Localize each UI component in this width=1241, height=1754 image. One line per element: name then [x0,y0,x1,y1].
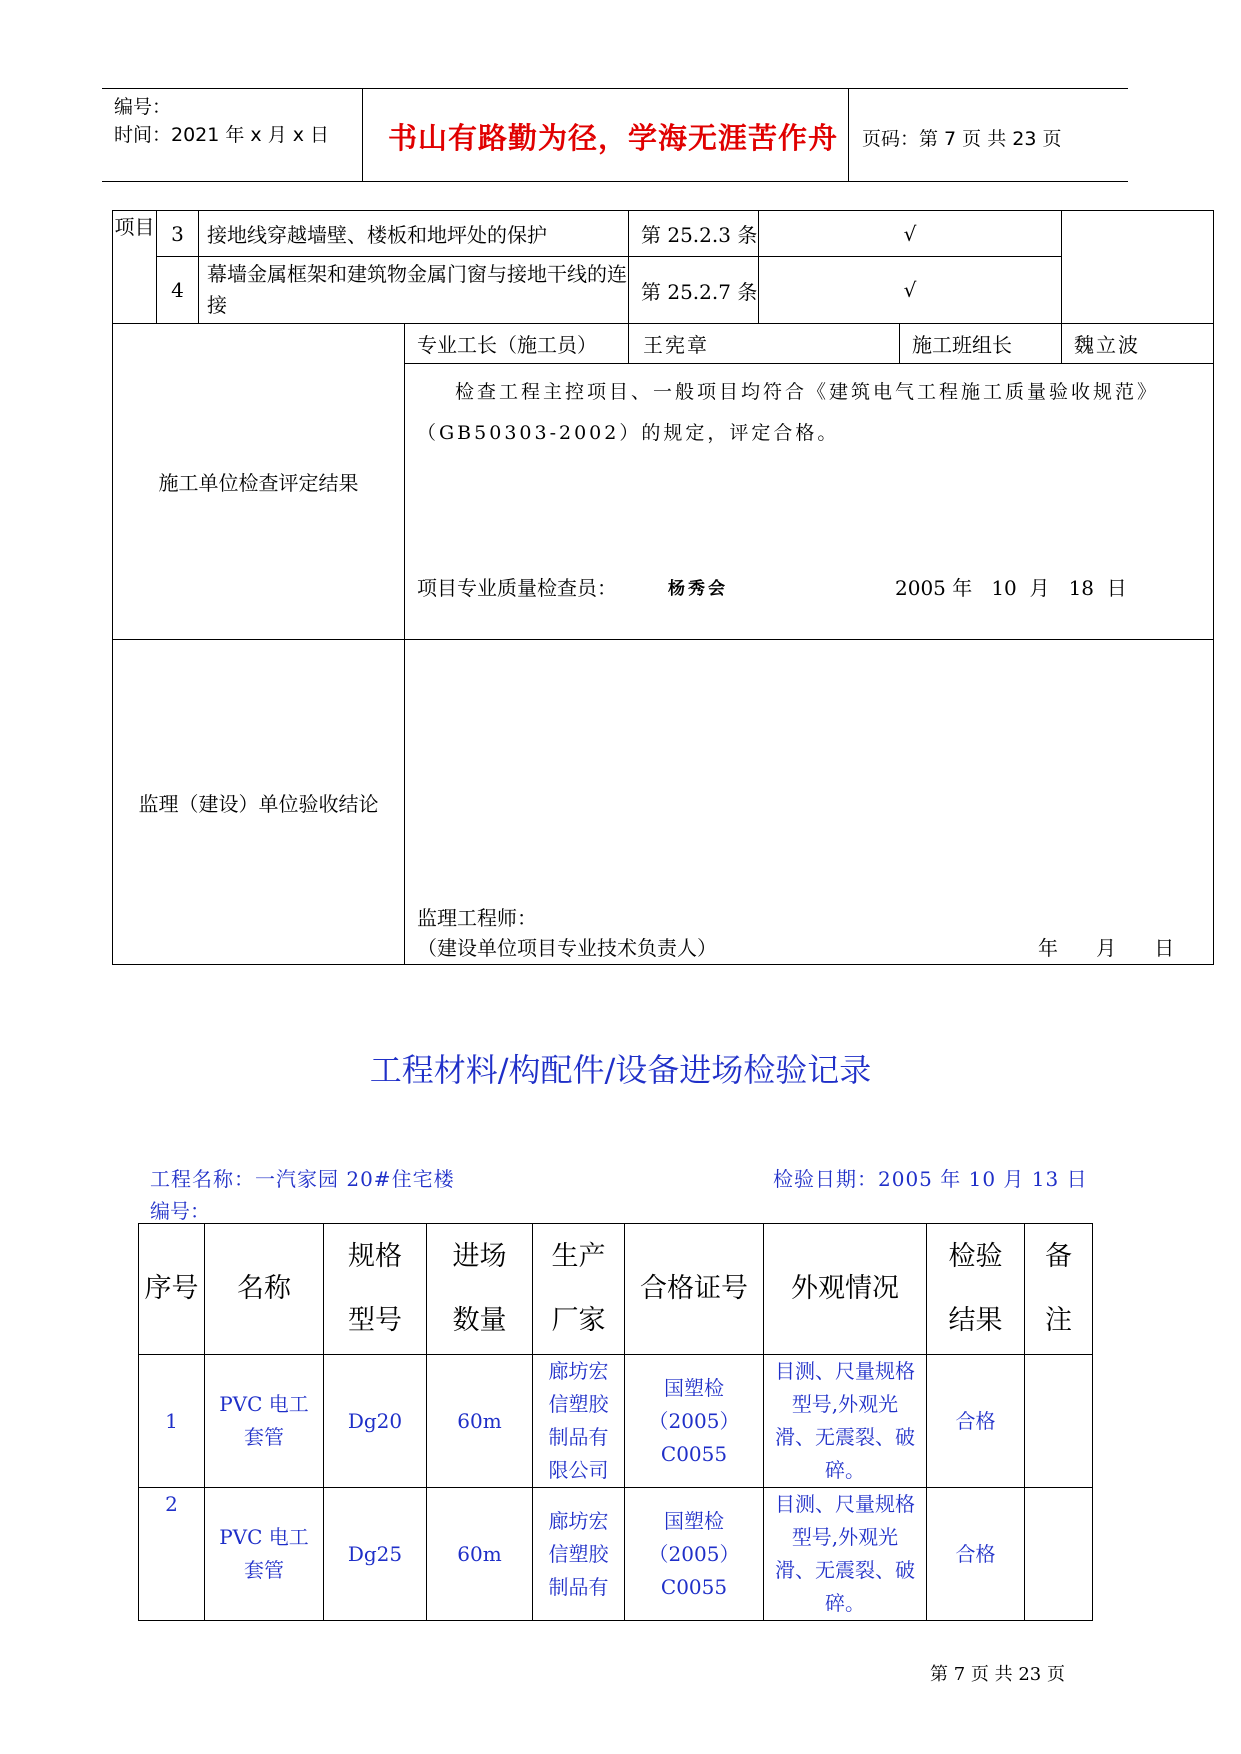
row-check: √ [759,257,1062,324]
cell-quantity: 60m [427,1488,533,1621]
supervision-row [113,640,1214,965]
header-top-rule [102,88,1128,89]
header-quantity: 进场数量 [427,1224,533,1355]
cell-appearance: 目测、尺量规格型号,外观光滑、无震裂、破碎。 [764,1488,927,1621]
foreman-name: 王宪章 [629,324,900,364]
header-number-label: 编号： [114,96,172,118]
cell-remark [1025,1488,1093,1621]
header-motto: 书山有路勤为径，学海无涯苦作舟 [388,121,839,155]
cell-certificate: 国塑检（2005）C0055 [625,1355,764,1488]
cell-spec: Dg25 [324,1488,427,1621]
inspector-label: 项目专业质量检查员： [417,576,617,600]
materials-table [138,1223,1093,1621]
header-certificate: 合格证号 [625,1224,764,1355]
foreman-label: 专业工长（施工员） [405,324,629,364]
row-number: 4 [157,257,199,324]
row-number: 3 [157,211,199,257]
row-clause: 第 25.2.3 条 [629,211,759,257]
team-leader-name: 魏立波 [1062,324,1214,364]
footer-page-number: 第 7 页 共 23 页 [930,1664,1065,1685]
construction-comment: 检查工程主控项目、一般项目均符合《建筑电气工程施工质量验收规范》（GB50303-2002）的规定，评定合格。 [417,381,1160,444]
header-name: 名称 [205,1224,324,1355]
materials-header-row [139,1224,1093,1355]
header-maker: 生产厂家 [533,1224,625,1355]
header-spec: 规格型号 [324,1224,427,1355]
project-name-label: 工程名称：一汽家园 20#住宅楼 [150,1167,455,1191]
header-result: 检验结果 [927,1224,1025,1355]
section-label: 项目 [113,211,157,324]
team-leader-label: 施工班组长 [900,324,1062,364]
inspection-row-3 [113,211,1214,257]
row-result-blank [1062,211,1214,324]
row-item: 幕墙金属框架和建筑物金属门窗与接地干线的连接 [199,257,629,324]
materials-row-2 [139,1488,1093,1621]
cell-appearance: 目测、尺量规格型号,外观光滑、无震裂、破碎。 [764,1355,927,1488]
header-remark: 备注 [1025,1224,1093,1355]
supervision-label: 监理（建设）单位验收结论 [113,640,405,965]
supervision-cell [405,640,1214,965]
inspection-row-4 [113,257,1214,324]
supervision-engineer-label: 监理工程师： [417,906,537,930]
cell-seq: 2 [139,1488,205,1621]
inspector-name: 杨秀会 [668,579,728,599]
header-time-label: 时间：2021 年 x 月 x 日 [114,124,330,146]
header-divider-left [362,88,363,181]
construction-date: 2005 年 10 月 18 日 [895,576,1127,600]
header-page-label: 页码：第 7 页 共 23 页 [862,128,1062,150]
cell-spec: Dg20 [324,1355,427,1488]
cell-name: PVC 电工套管 [205,1488,324,1621]
header-appearance: 外观情况 [764,1224,927,1355]
construction-result-label: 施工单位检查评定结果 [113,324,405,640]
row-clause: 第 25.2.7 条 [629,257,759,324]
cell-name: PVC 电工套管 [205,1355,324,1488]
row-check: √ [759,211,1062,257]
supervision-date: 年 月 日 [1038,936,1175,960]
cell-seq: 1 [139,1355,205,1488]
construction-comment-cell [405,364,1214,640]
materials-row-1 [139,1355,1093,1488]
row-item: 接地线穿越墙壁、楼板和地坪处的保护 [199,211,629,257]
cell-result: 合格 [927,1488,1025,1621]
cell-result: 合格 [927,1355,1025,1488]
cell-maker: 廊坊宏信塑胶制品有限公司 [533,1355,625,1488]
supervision-owner-label: （建设单位项目专业技术负责人） [417,936,717,960]
inspection-date-label: 检验日期：2005 年 10 月 13 日 [773,1167,1088,1191]
cell-certificate: 国塑检（2005）C0055 [625,1488,764,1621]
cell-quantity: 60m [427,1355,533,1488]
header-divider-right [848,88,849,181]
inspection-table [112,210,1214,965]
cell-remark [1025,1355,1093,1488]
header-bottom-rule [102,181,1128,182]
header-seq: 序号 [139,1224,205,1355]
construction-people-row [113,324,1214,364]
cell-maker: 廊坊宏信塑胶制品有 [533,1488,625,1621]
record-number-label: 编号： [150,1199,210,1223]
section-title: 工程材料/构配件/设备进场检验记录 [369,1051,872,1089]
